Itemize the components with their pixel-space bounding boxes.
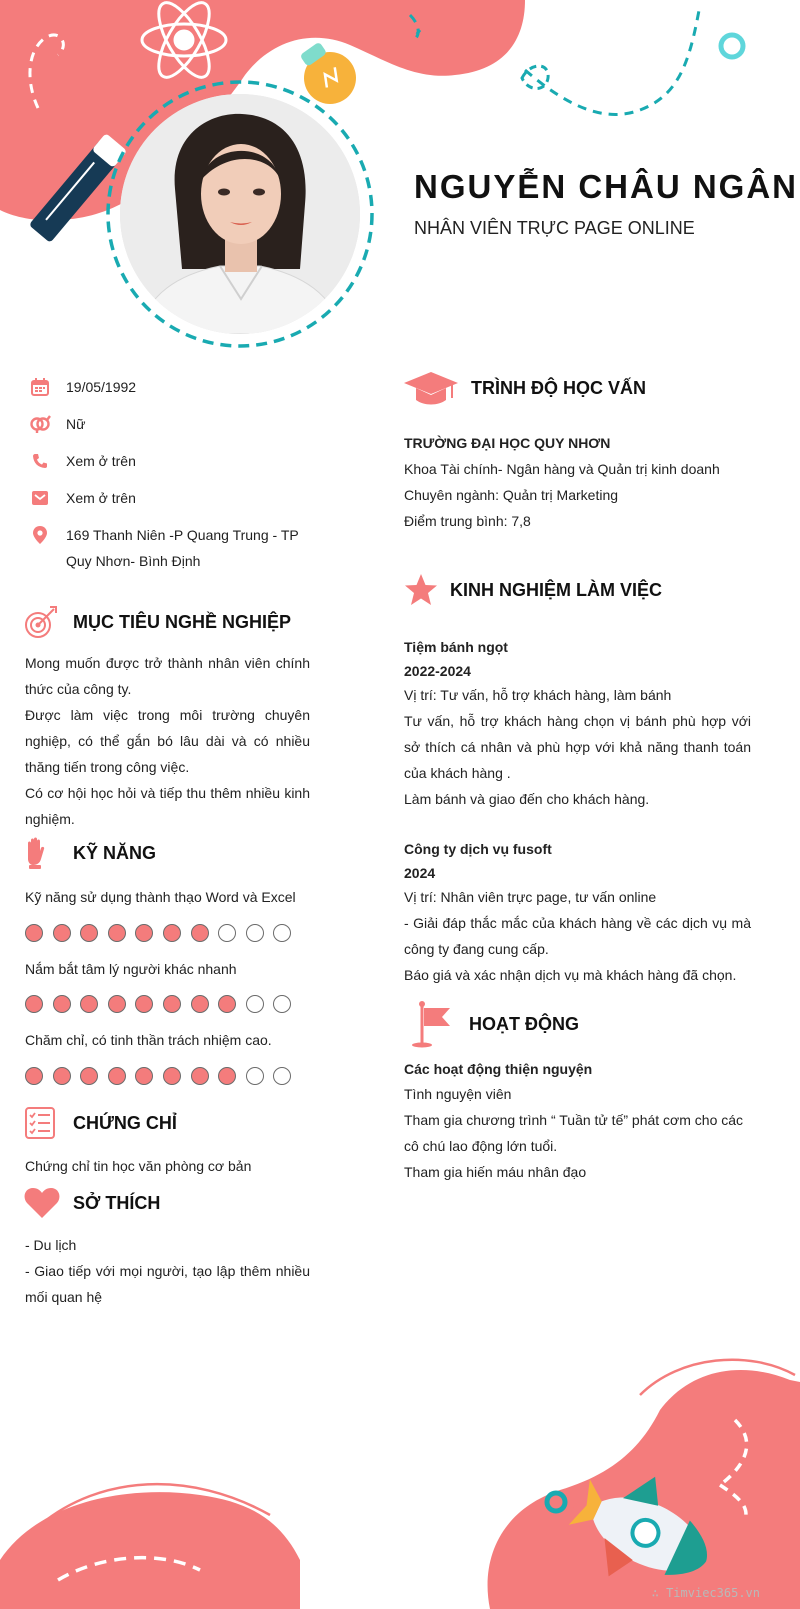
education-header	[404, 368, 646, 408]
rating-dot-filled	[108, 924, 126, 942]
activities-details	[404, 1057, 754, 1185]
rating-dot-filled	[53, 924, 71, 942]
address-value: 169 Thanh Niên -P Quang Trung - TP Quy Nhơn- Bình Định	[66, 527, 299, 569]
skills-header	[24, 835, 156, 871]
major: Chuyên ngành: Quản trị Marketing	[404, 487, 619, 503]
phone-row	[28, 448, 326, 474]
rating-dot-filled	[191, 924, 209, 942]
rating-dot-filled	[135, 995, 153, 1013]
objective-line: Được làm việc trong môi trường chuyên nghiệp, có thể gắn bó lâu dài và có nhiều thăng tiến trong công việc.	[25, 707, 310, 775]
watermark: ∴ Timviec365.vn	[651, 1586, 760, 1600]
activities-heading: Các hoạt động thiện nguyện	[404, 1061, 593, 1077]
skills-title: KỸ NĂNG	[73, 842, 157, 863]
hand-icon	[24, 835, 48, 871]
job-position: Vị trí: Tư vấn, hỗ trợ khách hàng, làm bánh	[404, 687, 672, 703]
calendar-icon	[28, 374, 52, 400]
rating-dot-filled	[25, 995, 43, 1013]
activity-item: Tình nguyện viên	[404, 1086, 512, 1102]
objective-line: Có cơ hội học hỏi và tiếp thu thêm nhiều kinh nghiệm.	[25, 785, 310, 827]
checklist-icon	[24, 1106, 56, 1140]
email-value: Xem ở trên	[66, 490, 136, 506]
rating-dot-filled	[218, 1067, 236, 1085]
birthday-value: 19/05/1992	[66, 379, 137, 395]
target-icon	[24, 604, 58, 640]
education-details	[404, 430, 754, 534]
experience-header	[404, 572, 662, 608]
job-detail: Tư vấn, hỗ trợ khách hàng chọn vị bánh phù hợp với sở thích cá nhân và phù hợp với khả năng thanh toán của khách hàng .	[404, 713, 751, 781]
job-entry	[404, 634, 751, 812]
rating-dot-filled	[53, 995, 71, 1013]
rating-dot-empty	[218, 924, 236, 942]
rating-dot-filled	[135, 1067, 153, 1085]
gender-value: Nữ	[66, 416, 86, 432]
location-pin-icon	[28, 522, 52, 548]
hobbies-header	[24, 1186, 160, 1220]
rating-dot-filled	[108, 1067, 126, 1085]
phone-icon	[28, 448, 52, 474]
gpa: Điểm trung bình: 7,8	[404, 513, 531, 529]
job-title: NHÂN VIÊN TRỰC PAGE ONLINE	[414, 218, 695, 238]
objective-line: Mong muốn được trở thành nhân viên chính thức của công ty.	[25, 655, 310, 697]
ring-icon	[721, 35, 743, 57]
candidate-name: NGUYỄN CHÂU NGÂN	[414, 168, 799, 205]
job-company: Công ty dịch vụ fusoft	[404, 841, 552, 857]
email-icon	[28, 485, 52, 511]
rating-dot-empty	[246, 1067, 264, 1085]
hobbies-text	[25, 1232, 310, 1310]
rating-dot-filled	[191, 1067, 209, 1085]
skill-name: Kỹ năng sử dụng thành thạo Word và Excel	[25, 889, 296, 905]
rating-dot-empty	[273, 924, 291, 942]
objective-text	[25, 650, 310, 832]
activities-header	[404, 1000, 579, 1048]
certificates-title: CHỨNG CHỈ	[73, 1112, 177, 1133]
graduation-cap-icon	[404, 368, 458, 408]
certificates-header	[24, 1106, 177, 1140]
job-detail: - Giải đáp thắc mắc của khách hàng về các dịch vụ mà công ty đang cung cấp.	[404, 915, 751, 957]
rating-dot-filled	[80, 924, 98, 942]
activity-item: Tham gia chương trình “ Tuần tử tế” phát cơm cho các cô chú lao động lớn tuổi.	[404, 1112, 744, 1154]
objective-header	[24, 604, 291, 640]
birthday-row	[28, 374, 326, 400]
rating-dot-filled	[135, 924, 153, 942]
bottom-left-blob	[0, 1492, 300, 1609]
gender-row	[28, 411, 326, 437]
email-row	[28, 485, 326, 511]
rating-dot-filled	[25, 924, 43, 942]
rating-dot-filled	[163, 995, 181, 1013]
objective-title: MỤC TIÊU NGHỀ NGHIỆP	[73, 611, 292, 632]
star-icon	[404, 572, 438, 608]
rating-dot-filled	[108, 995, 126, 1013]
activity-item: Tham gia hiến máu nhân đạo	[404, 1164, 587, 1180]
profile-photo	[120, 94, 360, 334]
address-row	[28, 522, 326, 574]
hobbies-title: SỞ THÍCH	[73, 1192, 161, 1213]
faculty: Khoa Tài chính- Ngân hàng và Quản trị kinh doanh	[404, 461, 720, 477]
job-detail: Báo giá và xác nhận dịch vụ mà khách hàng đã chọn.	[404, 967, 737, 983]
profile-photo-frame	[106, 80, 374, 348]
experience-title: KINH NGHIỆM LÀM VIỆC	[450, 579, 663, 600]
rating-dot-filled	[53, 1067, 71, 1085]
rating-dot-empty	[246, 995, 264, 1013]
skill-rating	[25, 995, 301, 1013]
skill-name: Nắm bắt tâm lý người khác nhanh	[25, 961, 237, 977]
flag-icon	[404, 1000, 454, 1048]
rating-dot-filled	[80, 995, 98, 1013]
heart-icon	[24, 1186, 60, 1220]
job-detail: Làm bánh và giao đến cho khách hàng.	[404, 791, 650, 807]
hobby-item: - Giao tiếp với mọi người, tạo lập thêm nhiều mối quan hệ	[25, 1263, 310, 1305]
rating-dot-empty	[273, 1067, 291, 1085]
rating-dot-filled	[163, 924, 181, 942]
skill-rating	[25, 924, 301, 942]
rating-dot-filled	[218, 995, 236, 1013]
skill-name: Chăm chỉ, có tinh thần trách nhiệm cao.	[25, 1032, 272, 1048]
education-title: TRÌNH ĐỘ HỌC VẤN	[471, 377, 646, 398]
phone-value: Xem ở trên	[66, 453, 136, 469]
job-period: 2022-2024	[404, 663, 471, 679]
skill-rating	[25, 1067, 301, 1085]
gender-icon	[28, 411, 52, 437]
rating-dot-filled	[80, 1067, 98, 1085]
school-name: TRƯỜNG ĐẠI HỌC QUY NHƠN	[404, 435, 611, 451]
job-period: 2024	[404, 865, 436, 881]
rating-dot-filled	[163, 1067, 181, 1085]
hobby-item: - Du lịch	[25, 1237, 77, 1253]
rating-dot-filled	[191, 995, 209, 1013]
activities-title: HOẠT ĐỘNG	[469, 1013, 579, 1034]
rating-dot-filled	[25, 1067, 43, 1085]
job-entry	[404, 836, 751, 988]
job-company: Tiệm bánh ngọt	[404, 639, 508, 655]
job-position: Vị trí: Nhân viên trực page, tư vấn online	[404, 889, 657, 905]
rating-dot-empty	[246, 924, 264, 942]
certificate-item: Chứng chỉ tin học văn phòng cơ bản	[25, 1158, 252, 1174]
rating-dot-empty	[273, 995, 291, 1013]
